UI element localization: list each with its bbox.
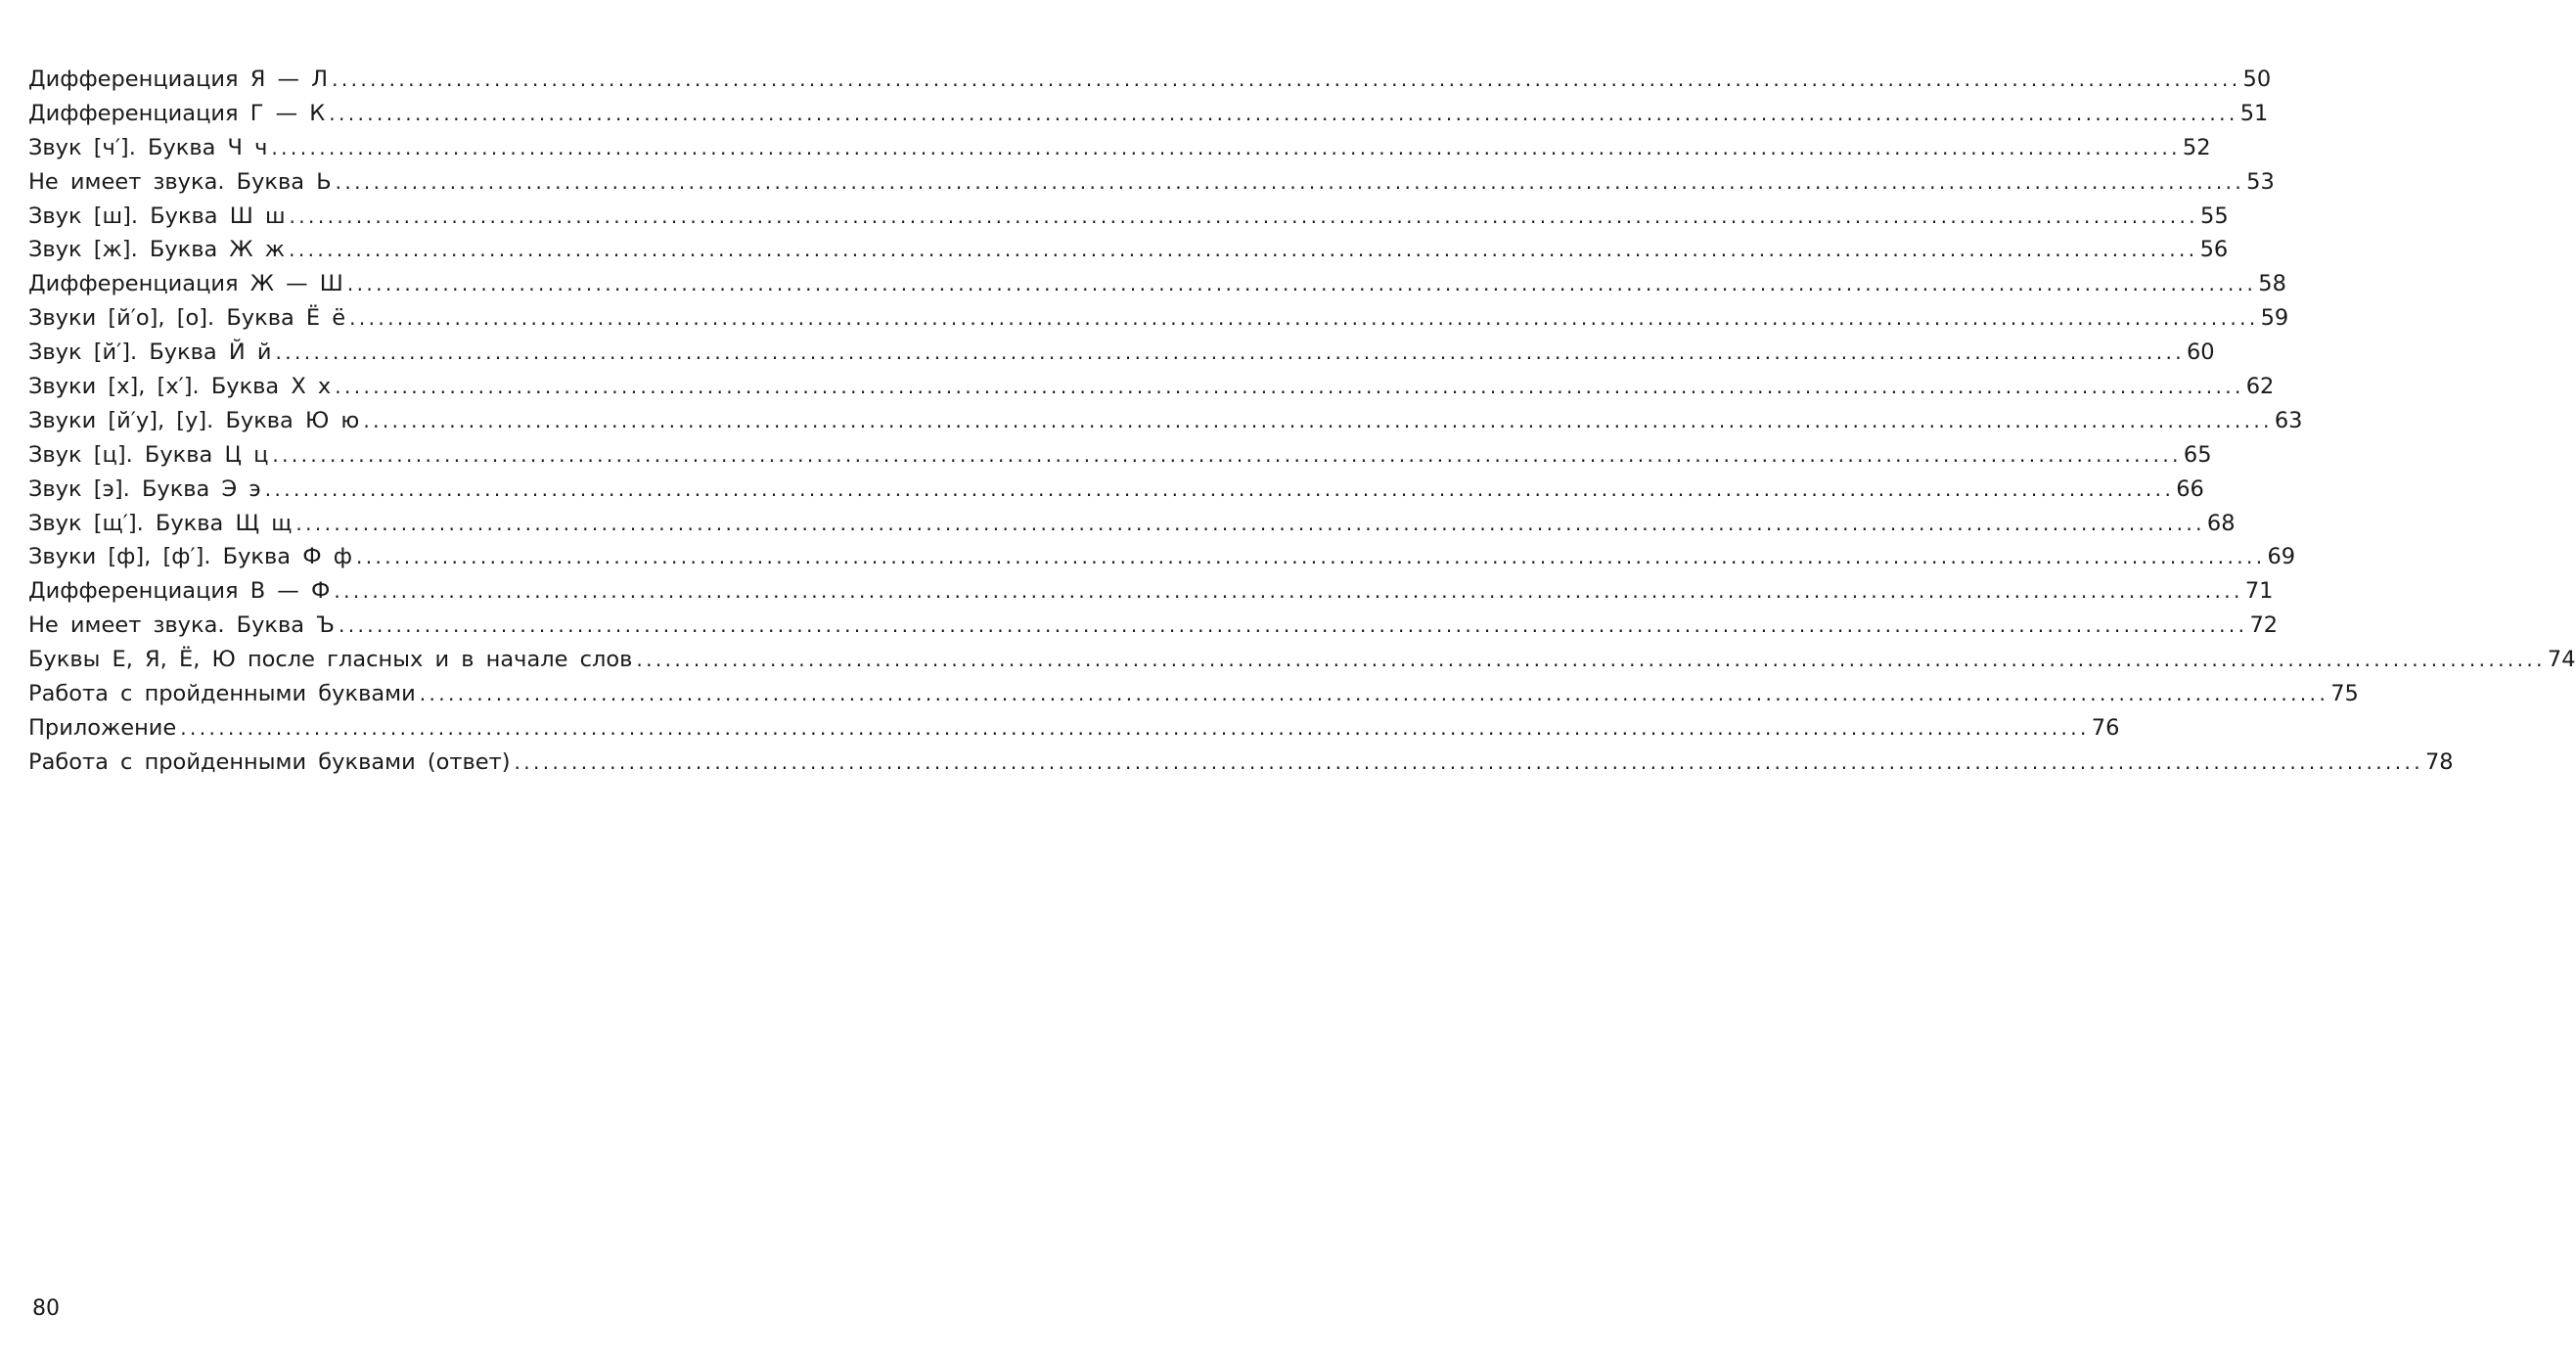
toc-entry-page: 63 [2274,407,2303,433]
dot-leader: ........................................................................................................................................................................................................ [180,715,2090,740]
toc-entry-page: 65 [2183,441,2212,468]
toc-entry-title: Звук [щ′]. Буква Щ щ [28,510,293,536]
toc-entry[interactable] [28,336,2215,370]
dot-leader: ........................................................................................................................................................................................................ [264,476,2175,501]
toc-entry-page: 71 [2244,578,2274,605]
toc-entry-page: 75 [2330,681,2359,707]
toc-entry[interactable] [28,404,2303,438]
toc-entry[interactable] [28,301,2289,336]
dot-leader: ........................................................................................................................................................................................................ [272,442,2182,467]
toc-entry[interactable] [28,473,2204,507]
toc-entry-title: Буквы Е, Я, Ё, Ю после гласных и в начале слов [28,647,633,673]
toc-entry-page: 68 [2206,510,2236,536]
toc-entry[interactable] [28,711,2120,746]
dot-leader: ........................................................................................................................................................................................................ [289,204,2199,228]
toc-entry[interactable] [28,131,2211,165]
dot-leader: ........................................................................................................................................................................................................ [349,306,2259,331]
toc-entry-title: Звук [й′]. Буква Й й [28,340,272,366]
toc-entry[interactable] [28,540,2296,574]
toc-entry-title: Звуки [х], [х′]. Буква Х х [28,374,332,400]
dot-leader: ........................................................................................................................................................................................................ [514,749,2423,774]
toc-entry[interactable] [28,677,2359,711]
toc-entry[interactable] [28,507,2236,541]
dot-leader: ........................................................................................................................................................................................................ [275,340,2185,365]
toc-entry-page: 76 [2091,714,2120,741]
toc-entry-page: 78 [2424,748,2454,775]
dot-leader: ........................................................................................................................................................................................................ [271,135,2181,159]
toc-entry-title: Дифференциация В — Ф [28,578,331,605]
toc-entry-page: 53 [2246,168,2275,195]
toc-entry-page: 66 [2176,475,2204,502]
toc-entry-page: 51 [2239,100,2269,126]
toc-entry-title: Звук [э]. Буква Э э [28,475,261,502]
page-number: 80 [32,1296,60,1321]
toc-entry[interactable] [28,267,2286,301]
toc-entry-page: 59 [2260,305,2289,332]
toc-entry-page: 56 [2199,237,2229,263]
toc-entry-title: Не имеет звука. Буква Ь [28,168,332,195]
toc-entry-title: Звуки [й′у], [у]. Буква Ю ю [28,407,360,433]
table-of-contents [28,63,2576,780]
toc-entry[interactable] [28,746,2454,780]
dot-leader: ........................................................................................................................................................................................................ [329,101,2238,125]
toc-entry-page: 72 [2249,612,2279,639]
dot-leader: ........................................................................................................................................................................................................ [355,545,2266,569]
toc-entry-page: 50 [2242,67,2272,92]
toc-entry[interactable] [28,63,2272,97]
dot-leader: ........................................................................................................................................................................................................ [335,375,2244,399]
toc-entry[interactable] [28,200,2229,234]
toc-entry-page: 74 [2547,647,2576,673]
toc-entry-title: Дифференциация Ж — Ш [28,271,343,297]
dot-leader: ........................................................................................................................................................................................................ [636,648,2546,672]
dot-leader: ........................................................................................................................................................................................................ [338,613,2248,638]
toc-entry-title: Звук [ш]. Буква Ш ш [28,203,286,229]
toc-entry[interactable] [28,609,2279,643]
toc-entry[interactable] [28,165,2275,200]
toc-entry-title: Звук [ц]. Буква Ц ц [28,441,269,468]
dot-leader: ........................................................................................................................................................................................................ [346,272,2257,296]
toc-entry-title: Работа с пройденными буквами [28,681,416,707]
dot-leader: ........................................................................................................................................................................................................ [334,579,2243,604]
toc-entry-page: 55 [2200,203,2229,229]
toc-entry-title: Звуки [ф], [ф′]. Буква Ф ф [28,544,352,570]
dot-leader: ........................................................................................................................................................................................................ [289,238,2198,262]
toc-entry-title: Дифференциация Г — К [28,100,326,126]
dot-leader: ........................................................................................................................................................................................................ [295,511,2205,535]
dot-leader: ........................................................................................................................................................................................................ [335,169,2245,194]
toc-entry[interactable] [28,574,2274,609]
toc-entry-title: Звук [ж]. Буква Ж ж [28,237,286,263]
toc-entry[interactable] [28,370,2275,404]
toc-entry[interactable] [28,97,2269,131]
toc-entry-title: Звуки [й′о], [о]. Буква Ё ё [28,305,346,332]
toc-entry-page: 58 [2258,271,2286,297]
toc-entry-page: 60 [2186,340,2215,366]
toc-entry-title: Дифференциация Я — Л [28,67,329,92]
toc-entry-title: Работа с пройденными буквами (ответ) [28,748,511,775]
toc-entry[interactable] [28,233,2229,267]
toc-entry[interactable] [28,438,2212,473]
toc-entry-title: Приложение [28,714,177,741]
toc-entry-title: Звук [ч′]. Буква Ч ч [28,134,268,160]
dot-leader: ........................................................................................................................................................................................................ [363,408,2273,432]
toc-entry[interactable] [28,643,2576,677]
toc-entry-title: Не имеет звука. Буква Ъ [28,612,335,639]
toc-entry-page: 69 [2267,544,2296,570]
dot-leader: ........................................................................................................................................................................................................ [419,682,2329,706]
dot-leader: ........................................................................................................................................................................................................ [332,68,2241,91]
toc-entry-page: 52 [2182,134,2211,160]
toc-entry-page: 62 [2245,374,2275,400]
